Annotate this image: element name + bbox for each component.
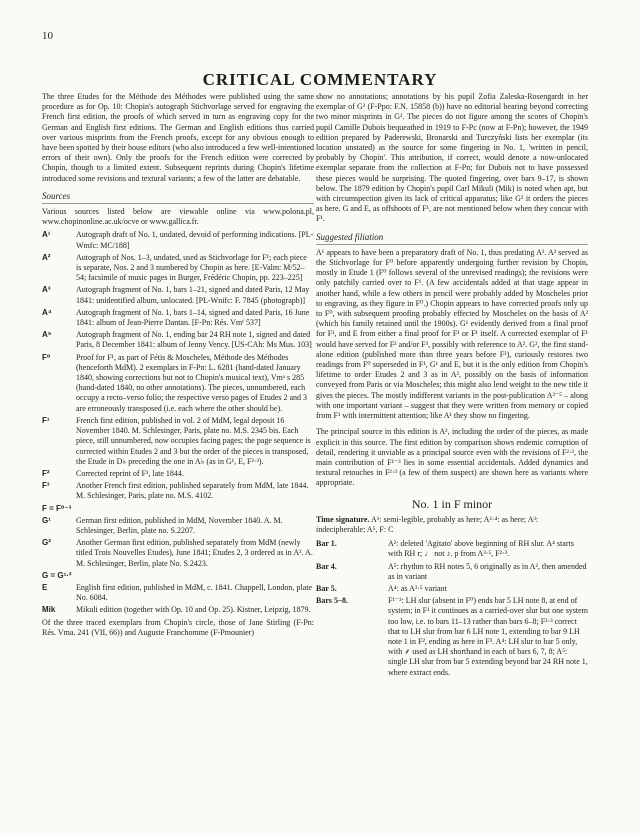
source-entry-key: F² — [42, 468, 50, 478]
closing-paragraph: Of the three traced exemplars from Chopin's circle, those of Jane Stirling (F-Pn: Rés. Vma. 241 (VII, 66)) and Auguste Franchomme (F-Pmounier) — [42, 617, 314, 637]
source-entry — [42, 416, 314, 467]
time-signature-label: Time signature. — [316, 514, 370, 524]
source-entry-key: G¹ — [42, 515, 51, 525]
left-column — [42, 92, 314, 641]
source-entry-text: Autograph fragment of No. 1, ending bar 24 RH note 1, signed and dated Paris, 8 December 1841: album of Jenny Vency. [US-CAh: Ms Mus. 103] — [76, 330, 312, 350]
bar-note-key: Bars 5–8. — [316, 596, 348, 606]
source-entry — [42, 230, 314, 250]
source-entry-key: F⁰ — [42, 352, 51, 362]
source-entry-text: Another French first edition, published separately from MdM, late 1844. M. Schlesinger, Paris, plate no. M.S. 4102. — [76, 481, 309, 501]
page-title: CRITICAL COMMENTARY — [202, 70, 438, 89]
source-entry-text: Corrected reprint of F¹, late 1844. — [76, 468, 184, 478]
bar-note-text: F¹⁻³: LH slur (absent in F⁰) ends bar 5 LH note 8, at end of system; in F¹ it continues as a carried-over slur but one system too low, i.e. to bars 11–13 rather than bars 6–8; F²·³ correct that to LH slur from bar 6 LH note 1, extending to bar 9 LH note 1 in F², ending as here in F³. A⁴: LH slur to bar 5 only, with ⸙ used as LH shorthand in each of bars 6, 7, 8; A⁵: single LH slur from bar 5 extending beyond bar 24 RH note 1, where extract ends. — [388, 596, 588, 677]
source-entry-text: English first edition, published in MdM, c. 1841. Chappell, London, plate No. 6084. — [76, 582, 312, 603]
source-entry — [42, 481, 314, 501]
source-entry-key: Mik — [42, 605, 56, 615]
source-entry — [42, 285, 314, 305]
source-entry — [42, 469, 314, 479]
source-entry — [42, 253, 314, 284]
source-entry — [42, 583, 314, 603]
bar-note-text: A⁴: as A³·⁵ variant — [388, 583, 447, 593]
source-entry — [42, 353, 314, 414]
source-equation-g: G = G¹·² — [42, 570, 72, 580]
bar-note — [316, 584, 588, 594]
source-entry-text: Autograph fragment of No. 1, bars 1–21, signed and dated Paris, 12 May 1841: unidentified album, unlocated. [PL-Wnifc: F. 7845 (photograph)] — [76, 285, 310, 305]
source-entry — [42, 308, 314, 328]
sources-list-c — [42, 583, 314, 616]
source-entry-text: Autograph fragment of No. 1, bars 1–14, signed and dated Paris, 16 June 1841: album of Jean-Pierre Dantan. [F-Pn: Rés. Vmᶠ 537] — [76, 307, 310, 328]
time-signature-text: A¹: semi-legible, probably as here; A²·⁴: as here; A³: indecipherable; A⁵, F: C — [316, 514, 539, 534]
continuation-paragraph: show no annotations; annotations by his pupil Zofia Zaleska-Rosengardt in her exemplar of G² (F-Ppo: F.N. 15858 (b)) have no editorial bearing beyond correcting two minor misprints in G². The pieces do not figure among the scores of Chopin's pupil Camille Dubois bequeathed in 1919 to F-Pc (now at F-Pn); however, the 1949 edition prepared by Paderewski, Bronarski and Turczyński lists her exemplar (its location unstated) as the source for some fingering in No. 1, 'written in pencil, probably by Chopin'. This attribution, if correct, would denote a now-unlocated exemplar separate from the collection at F-Pn; for Dubois not to have possessed these pieces would be surprising. The quoted fingering, over bars 9–17, is shown below. The 1879 edition by Chopin's pupil Carl Mikuli (Mik) is noted when apt, but with circumspection given its lack of critical apparatus; like G² it orders the pieces as here. G and E, as offshoots of F¹, are not mentioned below when they concur with F¹. — [316, 92, 588, 224]
source-entry-key: F³ — [42, 481, 50, 491]
intro-paragraph: The three Etudes for the Méthode des Méthodes were published using the same procedure as for Op. 10: Chopin's autograph Stichvorlage served for engraving the French first edition, the proofs of which served in turn as engraving copy for the German and English first editions. The German and English editions thus carried over various misprints from the French proofs, except for any obvious enough to have been spotted by their house editors (who also introduced a few well-intentioned errors of their own). Only the proofs for the French edition were corrected by Chopin, though to a limited extent. Subsequent reprints during Chopin's lifetime introduced some revisions and textural variants; a few of the latter are debatable. — [42, 92, 314, 183]
bar-note-text: A⁵: rhythm to RH notes 5, 6 originally as in A², then amended as in variant — [388, 561, 587, 581]
source-entry-key: A² — [42, 252, 51, 262]
bar-note — [316, 596, 588, 678]
source-entry-text: Proof for F¹, as part of Fétis & Moscheles, Méthode des Méthodes (henceforth MdM). 2 exemplars in F-Pn: L. 6281 (hand-dated January 1840, showing corrections but not to Chopin's musical text), Vmᵃ s 285 (hand-dated 1840, no other annotations). The pieces, unnumbered, each occupy a recto–verso folio; the respective verso pages of Etudes 2 and 3 are erroneously transposed (i.e. each where the other should be). — [76, 352, 308, 413]
principal-source-paragraph: The principal source in this edition is A², including the order of the pieces, as made explicit in this source. The first edition by comparison shows endemic corruption of detail, rendering it unviable as a principal source even with the revisions of F²·³, the main contribution of F¹⁻³ lies in some essential accidentals. Added dynamics and textural retouches in F²·³ (a few of them suspect) are shown here as variants where appropriate. — [316, 427, 588, 488]
source-entry-key: E — [42, 582, 48, 592]
page-number: 10 — [42, 30, 53, 42]
source-entry-text: French first edition, published in vol. 2 of MdM, legal deposit 16 November 1840. M. Schlesinger, Paris, plate no. M.S. 2345 bis. Each piece, still unnumbered, now occupies facing pages; the page sequence is corrected within Etudes 2 and 3 but the order of the pieces is transposed, the Etude in D♭ preceding the one in A♭ (as in G¹, E, F²·³). — [76, 415, 311, 466]
time-signature-note — [316, 515, 588, 535]
sources-heading: Sources — [42, 191, 314, 204]
sources-list-a — [42, 230, 314, 501]
source-entry-text: Autograph draft of No. 1, undated, devoid of performing indications. [PL-Wmfc: MC/188] — [76, 230, 314, 250]
filiation-paragraph: A¹ appears to have been a preparatory draft of No. 1, thus predating A². A² served as the Stichvorlage for F⁰ before apparently undergoing further revision by Chopin, mostly in Etude 1 (F⁰ follows several of the unrevised readings); the revisions were only patchily carried over to F¹. (A few accidentals added at that stage appear in another hand, while a few others in pencil were probably added by Moscheles prior to engraving, as they figure in F⁰.) Chopin appears to have corrected proofs only up to F⁰, with subsequent proofing probably effected by Moscheles on the basis of A² (which his family retained until the 1900s). G¹ evidently derived from a final proof for F¹, and E from either a final proof for F¹ or F¹ itself. A corrected exemplar of F¹ would have served for F² and/or F³, possibly with reference to A². G², the first stand-alone edition (published more than three years before F³), curiously restores two readings from F⁰ superseded in F¹, G¹ and E, but it is the only edition from Chopin's lifetime to order Etudes 2 and 3 as in A², possibly on the basis of information conveyed from Paris or via Moscheles; this might also lend weight to the new title it gives the pieces. The mostly indifferent variants in the post-publication A³⁻⁵ – along with one important variant – suggest that they were written from memory or copied from F¹ with intermittent attention; like A¹ they show no fingering. — [316, 247, 588, 421]
bar-notes-list — [316, 539, 588, 678]
piece-heading: No. 1 in F minor — [411, 496, 493, 511]
bar-note-text: A²: deleted 'Agitato' above beginning of RH slur. A⁴ starts with RH r; ♩ not ♪. p from A³·⁵, F²·³. — [388, 539, 574, 559]
source-entry-text: Mikuli edition (together with Op. 10 and Op. 25). Kistner, Leipzig, 1879. — [76, 605, 311, 615]
source-entry-key: F¹ — [42, 415, 50, 425]
sources-list-b — [42, 516, 314, 569]
right-column — [316, 92, 588, 680]
source-entry — [42, 330, 314, 350]
source-entry-text: Autograph of Nos. 1–3, undated, used as Stichvorlage for F¹; each piece is separate, Nos. 2 and 3 numbered by Chopin as here. [E-Valm: M/52–54; facsimile of music pages in Burger, Frédéric Chopin, pp. 223–225] — [76, 252, 307, 283]
bar-note — [316, 539, 588, 559]
sources-intro: Various sources listed below are viewable online via www.polona.pl, www.chopinonline.ac.uk/ocve or www.gallica.fr. — [42, 207, 314, 227]
bar-note — [316, 562, 588, 582]
source-entry-text: Another German first edition, published separately from MdM (newly titled Trois Nouvelles Etudes), June 1841; Etudes 2, 3 ordered as in A². A. M. Schlesinger, Berlin, plate No. S.2423. — [76, 538, 313, 568]
filiation-heading: Suggested filiation — [316, 232, 588, 245]
source-entry — [42, 605, 314, 615]
source-equation-f: F = F⁰⁻³ — [42, 503, 72, 513]
source-entry-key: A⁴ — [42, 307, 52, 317]
source-entry-text: German first edition, published in MdM, November 1840. A. M. Schlesinger, Berlin, plate no. S.2207. — [76, 515, 283, 535]
source-entry-key: G² — [42, 538, 51, 548]
bar-note-key: Bar 1. — [316, 539, 337, 549]
source-entry-key: A⁵ — [42, 330, 52, 340]
source-entry-key: A³ — [42, 285, 51, 295]
source-entry — [42, 538, 314, 569]
bar-note-key: Bar 4. — [316, 561, 337, 571]
source-entry — [42, 516, 314, 536]
source-entry-key: A¹ — [42, 230, 51, 240]
bar-note-key: Bar 5. — [316, 583, 337, 593]
